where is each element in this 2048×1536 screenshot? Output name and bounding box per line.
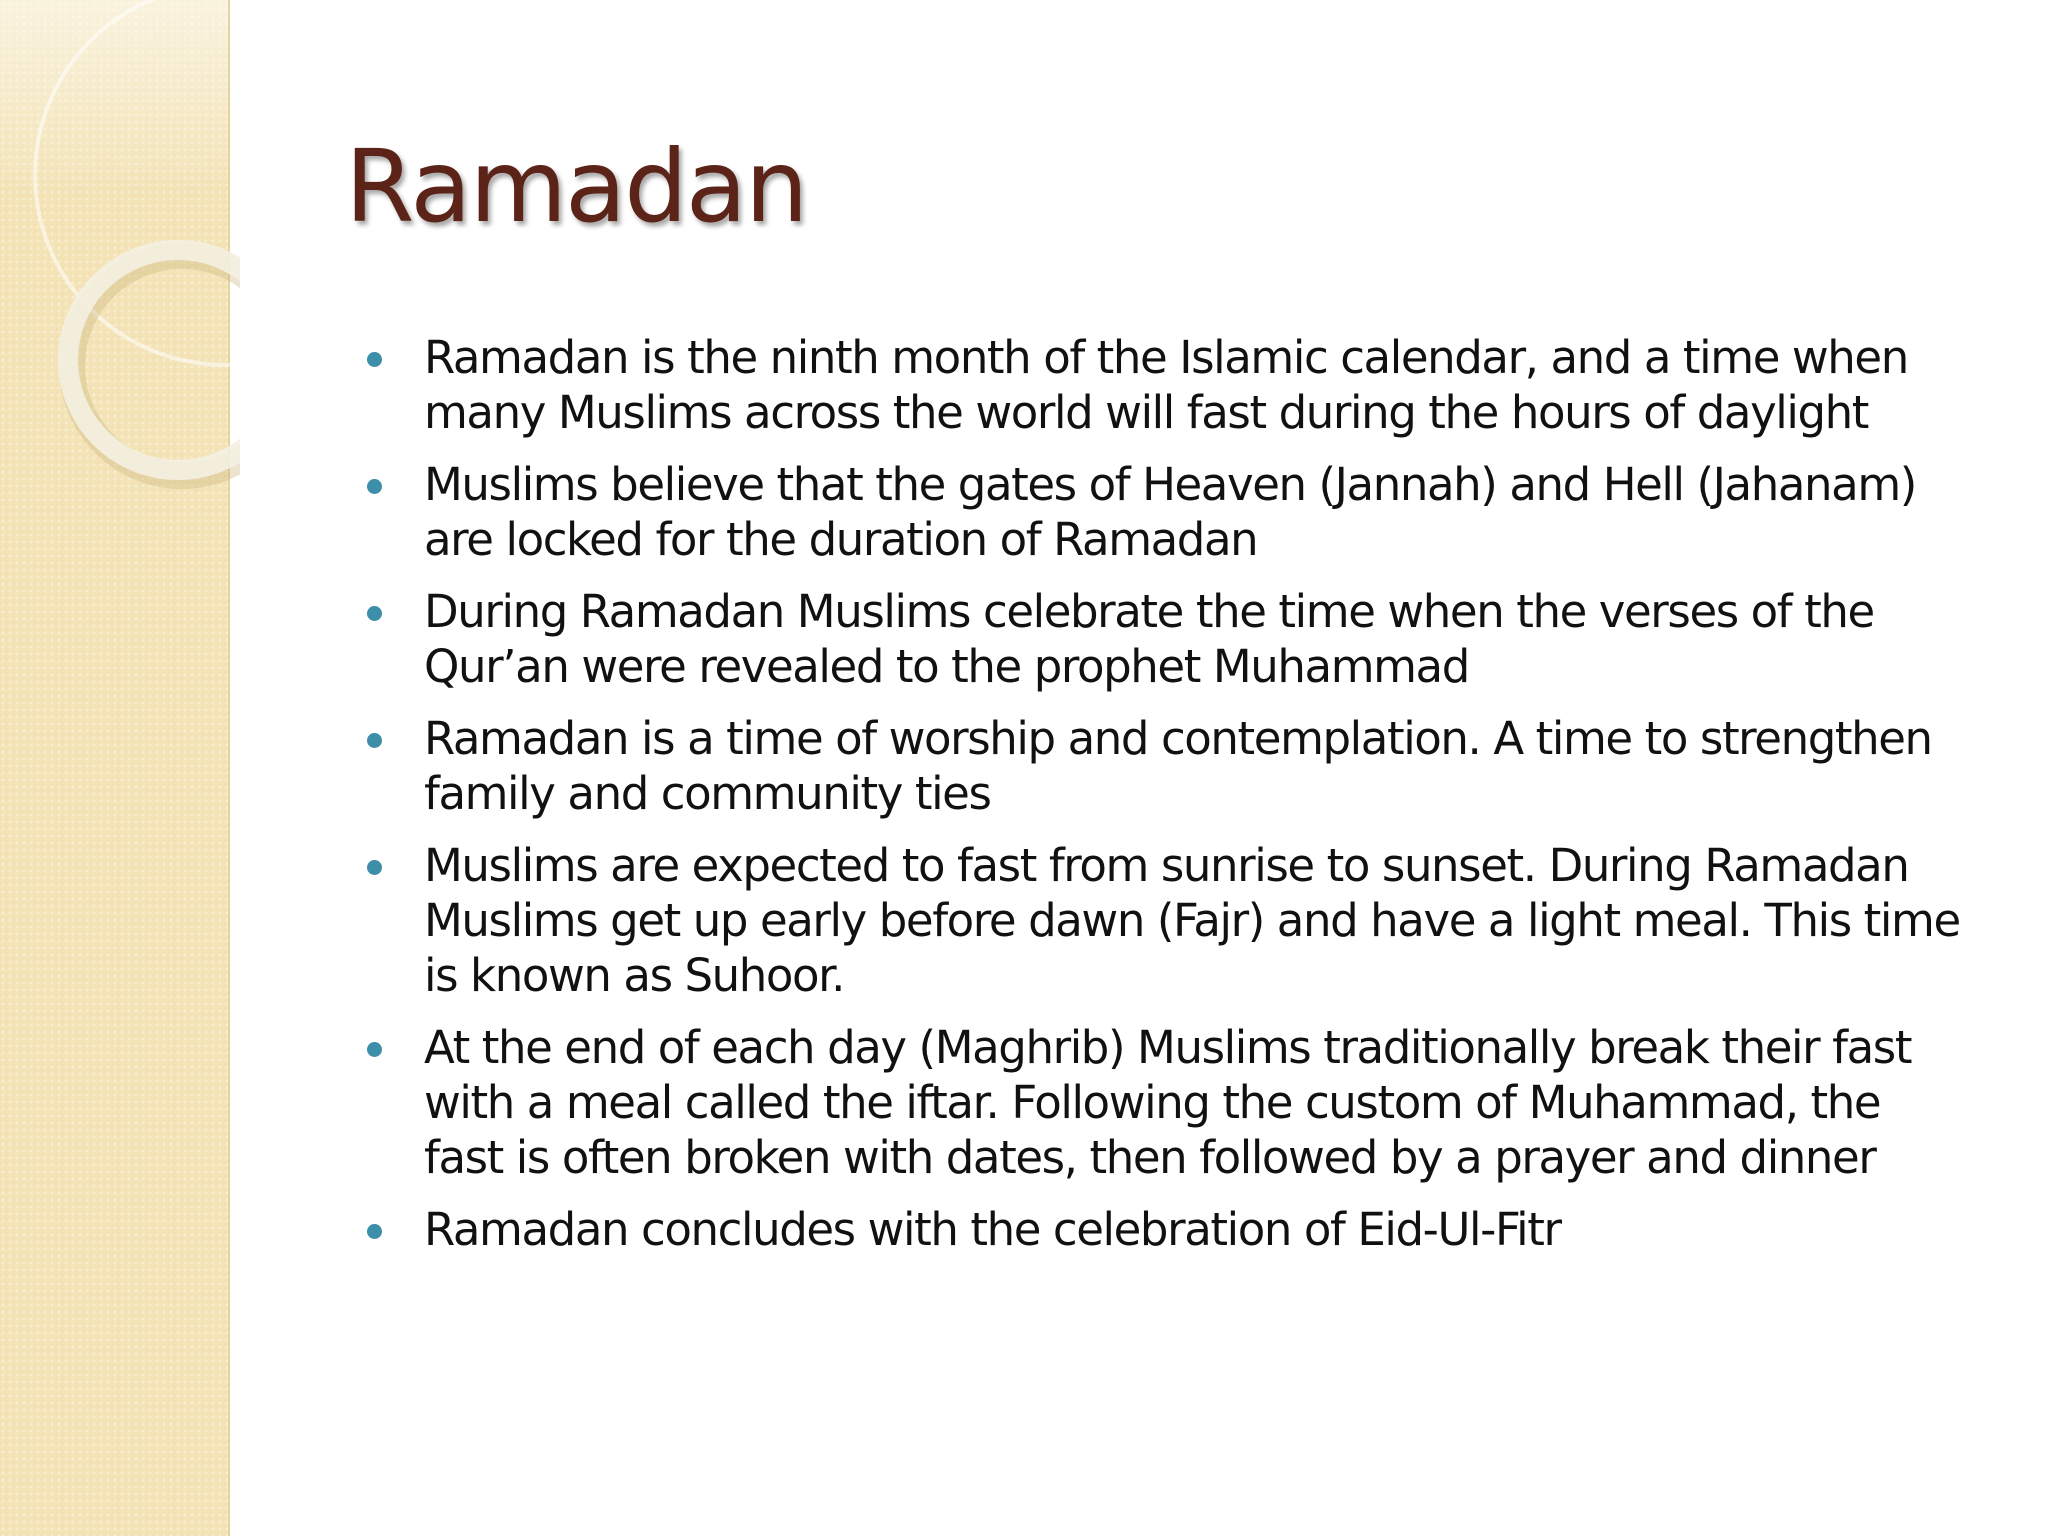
bullet-item (352, 330, 1962, 440)
bullet-text: Ramadan is a time of worship and contemplation. A time to strengthen family and community ties (424, 712, 1932, 820)
bullet-text: Muslims believe that the gates of Heaven (Jannah) and Hell (Jahanam) are locked for the duration of Ramadan (424, 458, 1916, 566)
bullet-item (352, 1202, 1962, 1257)
bullet-list (352, 330, 1962, 1274)
bullet-marker-icon (367, 1042, 382, 1057)
bullet-text: At the end of each day (Maghrib) Muslims traditionally break their fast with a meal called the iftar. Following the custom of Muhammad, the fast is often broken with dates, then followed by a prayer and dinner (424, 1021, 1912, 1184)
small-ring (68, 250, 240, 470)
large-ring (35, 0, 240, 365)
bullet-item (352, 1020, 1962, 1185)
bullet-text: During Ramadan Muslims celebrate the time when the verses of the Qur’an were revealed to the prophet Muhammad (424, 585, 1874, 693)
decorative-rings (0, 0, 240, 520)
bullet-item (352, 838, 1962, 1003)
bullet-marker-icon (367, 352, 382, 367)
bullet-marker-icon (367, 479, 382, 494)
bullet-marker-icon (367, 860, 382, 875)
bullet-marker-icon (367, 606, 382, 621)
bullet-marker-icon (367, 1224, 382, 1239)
bullet-item (352, 711, 1962, 821)
slide-title: Ramadan (345, 128, 807, 245)
bullet-item (352, 584, 1962, 694)
bullet-text: Muslims are expected to fast from sunrise to sunset. During Ramadan Muslims get up early before dawn (Fajr) and have a light meal. This time is known as Suhoor. (424, 839, 1960, 1002)
bullet-text: Ramadan is the ninth month of the Islamic calendar, and a time when many Muslims across the world will fast during the hours of daylight (424, 331, 1908, 439)
bullet-item (352, 457, 1962, 567)
bullet-text: Ramadan concludes with the celebration of Eid-Ul-Fitr (424, 1203, 1561, 1256)
bullet-marker-icon (367, 733, 382, 748)
